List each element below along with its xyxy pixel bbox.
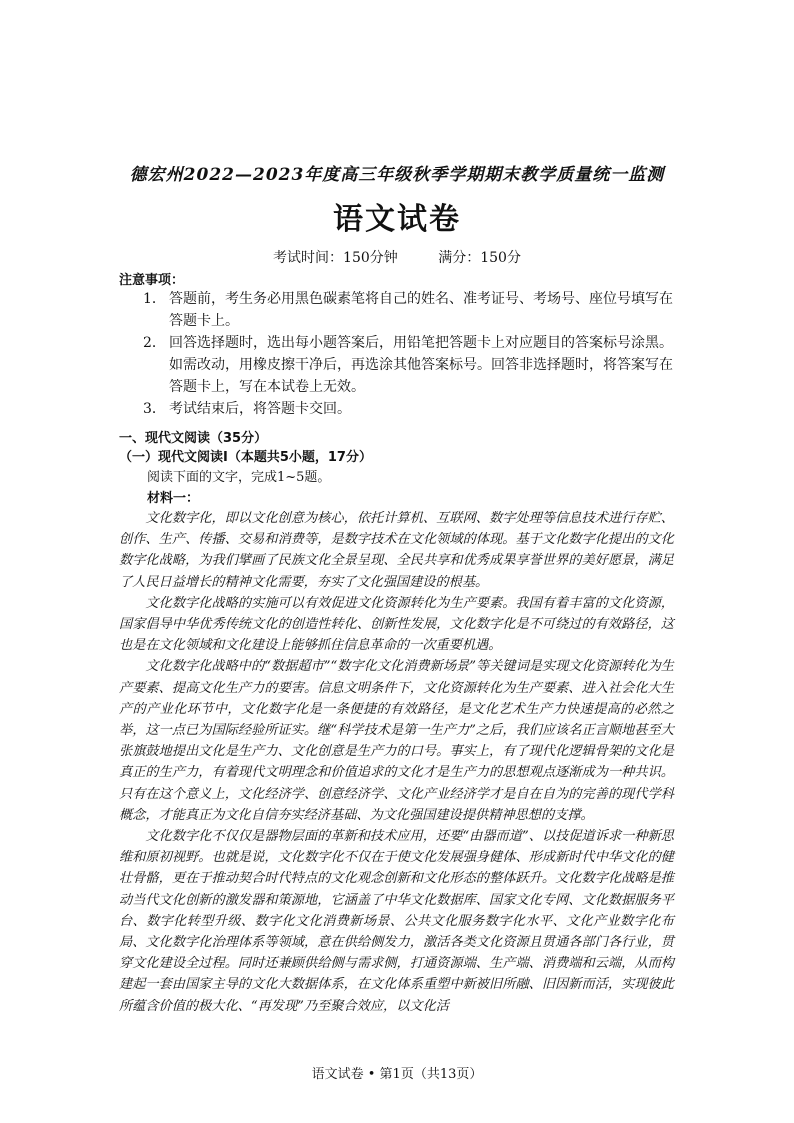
page-footer: 语文试卷 • 第1页（共13页） [311, 1067, 483, 1082]
note-item [143, 288, 683, 332]
exam-meta [0, 247, 794, 267]
paragraph: 文化数字化战略中的“数据超市”“数字化文化消费新场景”等关键词是实现文化资源转化为生产要素、提高文化生产力的要害。信息文明条件下，文化资源转化为生产要素、进入社会化大生产的产业化环节中，文化数字化是一条便捷的有效路径，是文化艺术生产力快速提高的必然之举，这一点已为国际经验所证实。继“科学技术是第一生产力”之后，我们应该名正言顺地甚至大张旗鼓地提出文化是生产力、文化创意是生产力的口号。事实上，有了现代化逻辑骨架的文化是真正的生产力，有着现代文明理念和价值追求的文化才是生产力的思想观点逐渐成为一种共识。只有在这个意义上，文化经济学、创意经济学、文化产业经济学才是自在自为的完善的现代学科概念，才能真正为文化自信夯实经济基础、为文化强国建设提供精神思想的支撑。 [119, 659, 674, 823]
note-text: 答题前，考生务必用黑色碳素笔将自己的姓名、准考证号、考场号、座位号填写在答题卡上。 [169, 291, 673, 329]
material-label: 材料一： [147, 491, 200, 506]
note-text: 回答选择题时，选出每小题答案后，用铅笔把答题卡上对应题目的答案标号涂黑。如需改动，用橡皮擦干净后，再选涂其他答案标号。回答非选择题时，将答案写在答题卡上，写在本试卷上无效。 [169, 335, 673, 395]
paragraph: 文化数字化战略的实施可以有效促进文化资源转化为生产要素。我国有着丰富的文化资源，国家倡导中华优秀传统文化的创造性转化、创新性发展，文化数字化是不可绕过的有效路径，这也是在文化领域和文化建设上能够抓住信息革命的一次重要机遇。 [119, 595, 674, 654]
section-subtitle: （一）现代文阅读Ⅰ（本题共5小题，17分） [119, 450, 372, 465]
note-number: 1． [143, 291, 166, 307]
material-body [119, 508, 674, 1017]
note-number: 2． [143, 335, 166, 351]
note-number: 3． [143, 401, 166, 417]
paragraph: 文化数字化，即以文化创意为核心，依托计算机、互联网、数字处理等信息技术进行存贮、创作、生产、传播、交易和消费等，是数字技术在文化领域的体现。基于文化数字化提出的文化数字化战略，为我们擘画了民族文化全景呈现、全民共享和优秀成果享誉世界的美好愿景，满足了人民日益增长的精神文化需要，夯实了文化强国建设的根基。 [119, 511, 674, 590]
exam-title: 语文试卷 [333, 202, 461, 237]
notes-list [143, 288, 683, 420]
notes-heading: 注意事项： [119, 273, 185, 288]
exam-supertitle: 德宏州2022—2023年度高三年级秋季学期期末教学质量统一监测 [129, 165, 665, 185]
note-item [143, 332, 683, 398]
paragraph: 文化数字化不仅仅是器物层面的革新和技术应用，还要“由器而道”、以技促道诉求一种新思维和原初视野。也就是说，文化数字化不仅在于使文化发展强身健体、形成新时代中华文化的健壮骨骼，更在于推动契合时代特点的文化观念创新和文化形态的整体跃升。文化数字化战略是推动当代文化创新的激发器和策源地，它涵盖了中华文化数据库、国家文化专网、文化数据服务平台、数字化转型升级、数字化文化消费新场景、公共文化服务数字化水平、文化产业数字化布局、文化数字化治理体系等领域，意在供给侧发力，激活各类文化资源且贯通各部门各行业，贯穿文化建设全过程。同时还兼顾供给侧与需求侧，打通资源端、生产端、消费端和云端，从而构建起一套由国家主导的文化大数据体系，在文化体系重塑中新被旧所融、旧因新而活，实现彼此所蕴含价值的极大化、“再发现”乃至聚合效应，以文化活 [119, 829, 674, 1014]
reading-instruction: 阅读下面的文字，完成1~5题。 [147, 470, 331, 485]
exam-time: 考试时间：150分钟 [273, 250, 398, 266]
note-item [143, 398, 683, 420]
section-title: 一、现代文阅读（35分） [119, 431, 268, 446]
full-score: 满分：150分 [438, 250, 521, 266]
note-text: 考试结束后，将答题卡交回。 [169, 401, 351, 417]
